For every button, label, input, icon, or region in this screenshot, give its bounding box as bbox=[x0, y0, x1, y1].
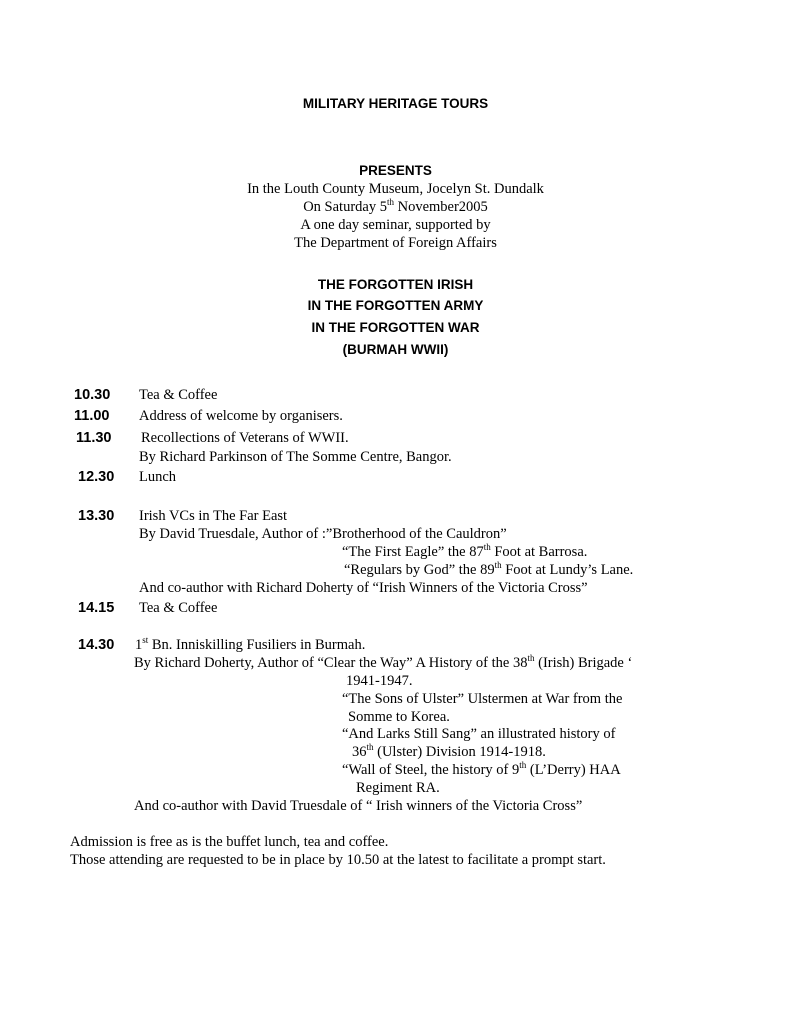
item-1130: Recollections of Veterans of WWII. bbox=[141, 430, 349, 446]
time-1130: 11.30 bbox=[76, 430, 112, 446]
title-line-1: THE FORGOTTEN IRISH bbox=[317, 277, 474, 292]
time-1230: 12.30 bbox=[78, 469, 115, 485]
item-1430-speaker: By Richard Doherty, Author of “Clear the Way” A History of the 38th (Irish) Brigade ‘ bbox=[134, 653, 633, 671]
item-1430-book-4: “Wall of Steel, the history of 9th (L’Derry) HAA bbox=[342, 760, 621, 778]
org-heading: MILITARY HERITAGE TOURS bbox=[302, 96, 489, 111]
time-1030: 10.30 bbox=[74, 387, 111, 403]
title-line-2: IN THE FORGOTTEN ARMY bbox=[307, 298, 484, 313]
admission-note: Admission is free as is the buffet lunch, tea and coffee. bbox=[70, 834, 389, 850]
time-1330: 13.30 bbox=[78, 508, 115, 524]
item-1100: Address of welcome by organisers. bbox=[139, 408, 343, 424]
department-line: The Department of Foreign Affairs bbox=[294, 235, 497, 251]
item-1430-years: 1941-1947. bbox=[346, 673, 413, 689]
item-1230: Lunch bbox=[139, 469, 177, 485]
item-1330: Irish VCs in The Far East bbox=[139, 508, 288, 524]
item-1430: 1st Bn. Inniskilling Fusiliers in Burmah. bbox=[135, 635, 366, 653]
item-1430-book-3-cont: 36th (Ulster) Division 1914-1918. bbox=[352, 742, 546, 760]
venue-line: In the Louth County Museum, Jocelyn St. Dundalk bbox=[247, 181, 544, 197]
item-1430-coauthor: And co-author with David Truesdale of “ Irish winners of the Victoria Cross” bbox=[134, 798, 583, 814]
item-1330-speaker: By David Truesdale, Author of :”Brotherhood of the Cauldron” bbox=[139, 526, 507, 542]
title-line-3: IN THE FORGOTTEN WAR bbox=[311, 320, 480, 335]
date-line: On Saturday 5th November2005 bbox=[303, 197, 488, 215]
item-1330-book-1: “The First Eagle” the 87th Foot at Barrosa. bbox=[342, 542, 588, 560]
time-1100: 11.00 bbox=[74, 408, 110, 424]
title-line-4: (BURMAH WWII) bbox=[342, 342, 449, 357]
seminar-line: A one day seminar, supported by bbox=[300, 217, 491, 233]
item-1330-coauthor: And co-author with Richard Doherty of “Irish Winners of the Victoria Cross” bbox=[139, 580, 588, 596]
item-1130-speaker: By Richard Parkinson of The Somme Centre, Bangor. bbox=[139, 449, 452, 465]
item-1430-book-2-cont: Somme to Korea. bbox=[348, 709, 450, 725]
item-1030: Tea & Coffee bbox=[139, 387, 218, 403]
presents-heading: PRESENTS bbox=[359, 163, 432, 178]
item-1430-book-2: “The Sons of Ulster” Ulstermen at War from the bbox=[342, 691, 623, 707]
item-1430-book-3: “And Larks Still Sang” an illustrated history of bbox=[342, 726, 616, 742]
time-1415: 14.15 bbox=[78, 600, 115, 616]
item-1415: Tea & Coffee bbox=[139, 600, 218, 616]
item-1430-book-4-cont: Regiment RA. bbox=[356, 780, 440, 796]
time-1430: 14.30 bbox=[78, 637, 115, 653]
item-1330-book-2: “Regulars by God” the 89th Foot at Lundy’s Lane. bbox=[344, 560, 634, 578]
attendance-note: Those attending are requested to be in place by 10.50 at the latest to facilitate a prompt start. bbox=[70, 852, 606, 868]
